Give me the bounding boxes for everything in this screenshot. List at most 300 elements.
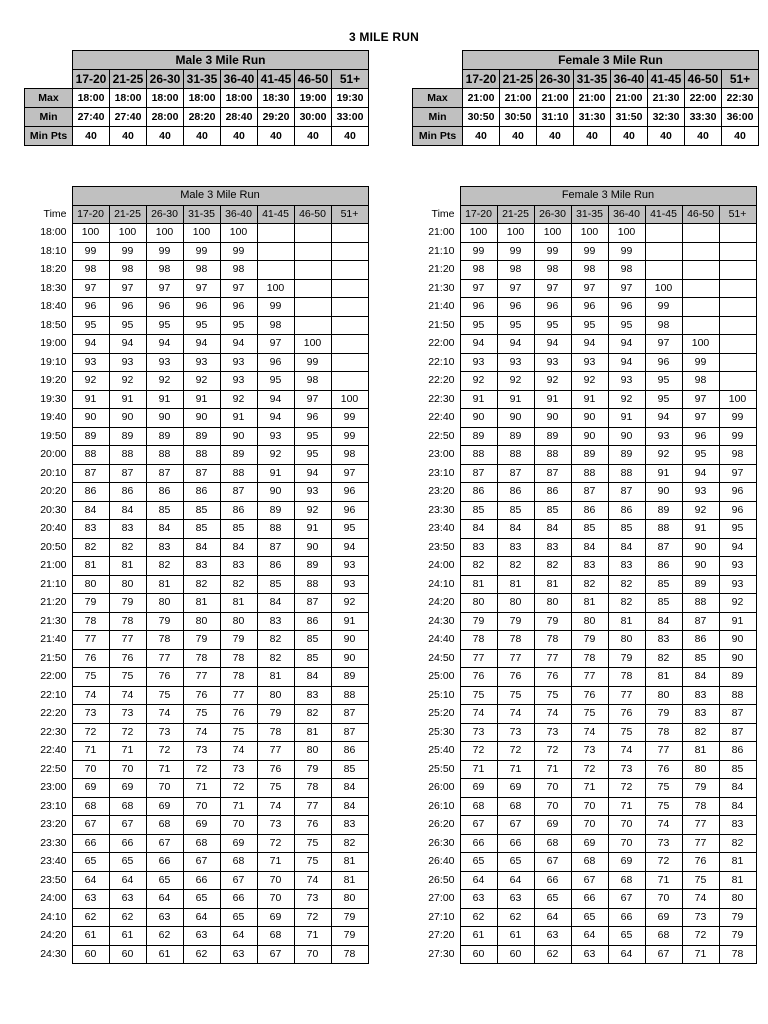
- table-row: [412, 686, 756, 705]
- score-cell: 65: [146, 871, 183, 890]
- summary-value: 40: [110, 127, 147, 146]
- score-cell: 79: [331, 908, 368, 927]
- score-cell: 93: [645, 427, 682, 446]
- score-cell: 75: [109, 668, 146, 687]
- table-row: [412, 705, 756, 724]
- score-cell: 75: [294, 834, 331, 853]
- time-cell: 26:50: [412, 871, 460, 890]
- score-cell: 73: [534, 723, 571, 742]
- score-cell: 95: [571, 316, 608, 335]
- score-cell: 97: [294, 390, 331, 409]
- score-cell: 81: [608, 612, 645, 631]
- score-cell: 83: [719, 816, 756, 835]
- time-cell: 22:30: [24, 723, 72, 742]
- score-cell: 60: [460, 945, 497, 964]
- score-cell: 94: [608, 353, 645, 372]
- age-group-header: 17-20: [460, 205, 497, 224]
- score-cell: 87: [331, 705, 368, 724]
- score-cell: 67: [645, 945, 682, 964]
- summary-value: 18:00: [110, 89, 147, 108]
- score-cell: 91: [109, 390, 146, 409]
- score-cell: 75: [146, 686, 183, 705]
- table-row: [24, 464, 368, 483]
- score-cell: 87: [534, 464, 571, 483]
- age-group-header: 31-35: [574, 70, 611, 89]
- score-cell: 93: [460, 353, 497, 372]
- score-cell: 82: [497, 557, 534, 576]
- score-cell: 70: [109, 760, 146, 779]
- score-cell: 89: [257, 501, 294, 520]
- age-group-header: 41-45: [648, 70, 685, 89]
- table-row: [24, 483, 368, 502]
- score-cell: 87: [109, 464, 146, 483]
- age-group-header: 51+: [722, 70, 759, 89]
- score-cell: 68: [608, 871, 645, 890]
- score-cell: 89: [497, 427, 534, 446]
- time-cell: 21:30: [24, 612, 72, 631]
- score-cell: 78: [682, 797, 719, 816]
- score-cell: [294, 242, 331, 261]
- score-cell: 68: [534, 834, 571, 853]
- score-cell: [682, 261, 719, 280]
- table-row: [24, 298, 368, 317]
- score-cell: 74: [460, 705, 497, 724]
- age-group-header: 46-50: [685, 70, 722, 89]
- score-cell: 93: [72, 353, 109, 372]
- score-cell: 92: [294, 501, 331, 520]
- table-row: [412, 427, 756, 446]
- score-table-title: Male 3 Mile Run: [72, 187, 368, 206]
- score-cell: 92: [534, 372, 571, 391]
- score-cell: 79: [294, 760, 331, 779]
- score-cell: 91: [534, 390, 571, 409]
- score-cell: 88: [146, 446, 183, 465]
- score-cell: 69: [645, 908, 682, 927]
- score-cell: 79: [497, 612, 534, 631]
- age-group-header: 26-30: [147, 70, 184, 89]
- table-row: [24, 686, 368, 705]
- score-cell: 79: [72, 594, 109, 613]
- score-cell: 69: [220, 834, 257, 853]
- score-cell: 69: [571, 834, 608, 853]
- score-cell: 82: [146, 557, 183, 576]
- score-cell: 78: [719, 945, 756, 964]
- score-cell: 78: [571, 649, 608, 668]
- score-cell: [719, 242, 756, 261]
- score-cell: 78: [331, 945, 368, 964]
- score-cell: 93: [257, 427, 294, 446]
- score-cell: 91: [257, 464, 294, 483]
- score-cell: 87: [571, 483, 608, 502]
- age-group-header: 17-20: [73, 70, 110, 89]
- score-cell: 74: [146, 705, 183, 724]
- score-cell: 100: [294, 335, 331, 354]
- table-row: [24, 649, 368, 668]
- score-cell: 94: [183, 335, 220, 354]
- score-cell: 94: [571, 335, 608, 354]
- score-cell: 81: [719, 853, 756, 872]
- score-cell: 86: [109, 483, 146, 502]
- score-cell: 68: [109, 797, 146, 816]
- table-row: [24, 705, 368, 724]
- table-row: [24, 723, 368, 742]
- score-cell: 97: [331, 464, 368, 483]
- table-row: [412, 723, 756, 742]
- score-cell: 93: [331, 557, 368, 576]
- score-cell: 85: [183, 520, 220, 539]
- summary-value: 31:30: [574, 108, 611, 127]
- score-cell: 86: [460, 483, 497, 502]
- score-cell: 95: [220, 316, 257, 335]
- score-cell: 76: [183, 686, 220, 705]
- score-cell: 96: [331, 483, 368, 502]
- score-cell: 71: [497, 760, 534, 779]
- summary-row-label: Min Pts: [413, 127, 463, 146]
- score-cell: 95: [109, 316, 146, 335]
- score-cell: 95: [183, 316, 220, 335]
- score-cell: 92: [257, 446, 294, 465]
- summary-value: 40: [574, 127, 611, 146]
- summary-row-label: Max: [25, 89, 73, 108]
- time-cell: 23:10: [24, 797, 72, 816]
- score-cell: 68: [183, 834, 220, 853]
- score-cell: 93: [534, 353, 571, 372]
- score-cell: 73: [497, 723, 534, 742]
- time-cell: 22:50: [24, 760, 72, 779]
- summary-row-label: Min Pts: [25, 127, 73, 146]
- score-cell: [294, 261, 331, 280]
- summary-value: 36:00: [722, 108, 759, 127]
- score-cell: 83: [645, 631, 682, 650]
- score-cell: 96: [146, 298, 183, 317]
- age-group-header: 31-35: [571, 205, 608, 224]
- score-cell: 75: [183, 705, 220, 724]
- score-cell: 88: [571, 464, 608, 483]
- score-cell: 99: [257, 298, 294, 317]
- score-cell: 79: [183, 631, 220, 650]
- score-cell: 69: [183, 816, 220, 835]
- score-cell: 95: [719, 520, 756, 539]
- score-cell: 78: [146, 631, 183, 650]
- score-cell: 73: [72, 705, 109, 724]
- score-cell: 89: [220, 446, 257, 465]
- score-cell: 80: [460, 594, 497, 613]
- score-cell: 83: [220, 557, 257, 576]
- time-cell: 21:30: [412, 279, 460, 298]
- score-cell: 73: [682, 908, 719, 927]
- score-cell: 98: [608, 261, 645, 280]
- score-cell: 80: [497, 594, 534, 613]
- score-cell: 99: [220, 242, 257, 261]
- score-cell: 97: [257, 335, 294, 354]
- table-row: [24, 668, 368, 687]
- score-cell: 92: [608, 390, 645, 409]
- score-cell: 85: [294, 649, 331, 668]
- score-cell: 80: [109, 575, 146, 594]
- score-cell: 88: [682, 594, 719, 613]
- table-row: [24, 945, 368, 964]
- score-cell: 91: [220, 409, 257, 428]
- score-cell: 71: [257, 853, 294, 872]
- table-row: [412, 668, 756, 687]
- time-cell: 25:50: [412, 760, 460, 779]
- score-cell: 100: [719, 390, 756, 409]
- score-cell: 76: [220, 705, 257, 724]
- score-cell: 64: [534, 908, 571, 927]
- time-cell: 19:50: [24, 427, 72, 446]
- time-cell: 21:10: [412, 242, 460, 261]
- time-cell: 19:10: [24, 353, 72, 372]
- table-row: [412, 520, 756, 539]
- summary-value: 18:30: [258, 89, 295, 108]
- score-cell: 67: [109, 816, 146, 835]
- score-cell: 75: [72, 668, 109, 687]
- time-cell: 19:30: [24, 390, 72, 409]
- summary-row-label: Max: [413, 89, 463, 108]
- score-cell: 72: [571, 760, 608, 779]
- time-cell: 19:40: [24, 409, 72, 428]
- time-cell: 24:40: [412, 631, 460, 650]
- age-group-header: 31-35: [184, 70, 221, 89]
- score-cell: 99: [331, 409, 368, 428]
- score-cell: 83: [571, 557, 608, 576]
- score-cell: 72: [294, 908, 331, 927]
- time-cell: 21:10: [24, 575, 72, 594]
- score-cell: 100: [460, 224, 497, 243]
- summary-title: Male 3 Mile Run: [73, 51, 369, 70]
- score-cell: 76: [571, 686, 608, 705]
- score-cell: 91: [682, 520, 719, 539]
- score-cell: 66: [109, 834, 146, 853]
- score-cell: 77: [72, 631, 109, 650]
- score-cell: 85: [534, 501, 571, 520]
- time-cell: 18:20: [24, 261, 72, 280]
- score-cell: 97: [146, 279, 183, 298]
- table-row: [412, 242, 756, 261]
- summary-value: 40: [537, 127, 574, 146]
- summary-value: 22:00: [685, 89, 722, 108]
- age-group-header: 41-45: [257, 205, 294, 224]
- table-row: [412, 760, 756, 779]
- summary-value: 18:00: [221, 89, 258, 108]
- score-cell: 82: [294, 705, 331, 724]
- score-cell: 93: [331, 575, 368, 594]
- blank-cell: [412, 187, 460, 206]
- score-cell: 100: [682, 335, 719, 354]
- time-cell: 25:20: [412, 705, 460, 724]
- score-cell: 68: [460, 797, 497, 816]
- score-cell: 63: [72, 890, 109, 909]
- score-cell: 96: [719, 483, 756, 502]
- score-cell: 68: [257, 927, 294, 946]
- score-cell: 90: [146, 409, 183, 428]
- score-cell: 95: [146, 316, 183, 335]
- score-cell: 78: [294, 779, 331, 798]
- score-cell: 66: [183, 871, 220, 890]
- time-cell: 19:00: [24, 335, 72, 354]
- score-cell: 84: [220, 538, 257, 557]
- score-cell: 61: [497, 927, 534, 946]
- score-cell: 85: [294, 631, 331, 650]
- score-cell: 86: [497, 483, 534, 502]
- score-cell: 88: [497, 446, 534, 465]
- summary-value: 40: [184, 127, 221, 146]
- score-cell: 77: [257, 742, 294, 761]
- score-cell: 71: [645, 871, 682, 890]
- time-cell: 24:10: [412, 575, 460, 594]
- score-cell: 98: [645, 316, 682, 335]
- summary-value: 28:00: [147, 108, 184, 127]
- score-cell: 71: [72, 742, 109, 761]
- table-row: [24, 594, 368, 613]
- score-cell: 100: [220, 224, 257, 243]
- score-cell: 61: [109, 927, 146, 946]
- score-cell: 97: [571, 279, 608, 298]
- score-cell: 80: [72, 575, 109, 594]
- score-cell: 70: [534, 797, 571, 816]
- score-cell: [719, 261, 756, 280]
- score-cell: 82: [608, 575, 645, 594]
- score-cell: 75: [497, 686, 534, 705]
- score-cell: 77: [294, 797, 331, 816]
- table-row: [24, 520, 368, 539]
- score-cell: 66: [534, 871, 571, 890]
- score-cell: 78: [460, 631, 497, 650]
- summary-value: 40: [648, 127, 685, 146]
- summary-value: 21:00: [537, 89, 574, 108]
- summary-value: 40: [722, 127, 759, 146]
- score-cell: 67: [608, 890, 645, 909]
- score-cell: 65: [72, 853, 109, 872]
- score-cell: 84: [534, 520, 571, 539]
- score-cell: 84: [645, 612, 682, 631]
- score-cell: 78: [497, 631, 534, 650]
- table-row: [24, 557, 368, 576]
- score-cell: 84: [608, 538, 645, 557]
- time-cell: 23:40: [412, 520, 460, 539]
- score-cell: 71: [294, 927, 331, 946]
- table-row: [24, 908, 368, 927]
- score-cell: 72: [220, 779, 257, 798]
- score-cell: 62: [497, 908, 534, 927]
- score-cell: 67: [460, 816, 497, 835]
- score-cell: 64: [146, 890, 183, 909]
- score-cell: 92: [497, 372, 534, 391]
- score-cell: 98: [257, 316, 294, 335]
- score-cell: 72: [183, 760, 220, 779]
- time-cell: 22:40: [412, 409, 460, 428]
- score-cell: 60: [497, 945, 534, 964]
- score-cell: 93: [220, 372, 257, 391]
- score-cell: 81: [257, 668, 294, 687]
- score-cell: 80: [645, 686, 682, 705]
- score-cell: 94: [645, 409, 682, 428]
- age-group-header: 41-45: [645, 205, 682, 224]
- time-cell: 23:20: [24, 816, 72, 835]
- score-cell: 84: [682, 668, 719, 687]
- score-cell: 97: [72, 279, 109, 298]
- table-row: [24, 242, 368, 261]
- score-cell: 65: [534, 890, 571, 909]
- time-cell: 22:20: [24, 705, 72, 724]
- summary-value: 33:00: [332, 108, 369, 127]
- score-cell: 91: [460, 390, 497, 409]
- score-cell: 78: [645, 723, 682, 742]
- age-group-header: 17-20: [463, 70, 500, 89]
- score-cell: 64: [109, 871, 146, 890]
- score-cell: 97: [183, 279, 220, 298]
- score-cell: [719, 316, 756, 335]
- score-table-title: Female 3 Mile Run: [460, 187, 756, 206]
- score-cell: 69: [497, 779, 534, 798]
- score-cell: 98: [220, 261, 257, 280]
- time-cell: 23:40: [24, 853, 72, 872]
- summary-value: 30:50: [500, 108, 537, 127]
- score-cell: 83: [608, 557, 645, 576]
- score-cell: 80: [534, 594, 571, 613]
- score-cell: 65: [571, 908, 608, 927]
- score-cell: 98: [460, 261, 497, 280]
- time-cell: 27:10: [412, 908, 460, 927]
- score-cell: 72: [109, 723, 146, 742]
- age-group-header: 36-40: [221, 70, 258, 89]
- score-cell: 77: [534, 649, 571, 668]
- score-cell: 82: [571, 575, 608, 594]
- time-cell: 18:30: [24, 279, 72, 298]
- score-cell: 94: [294, 464, 331, 483]
- score-cell: 96: [571, 298, 608, 317]
- score-cell: 89: [72, 427, 109, 446]
- score-cell: 79: [571, 631, 608, 650]
- score-cell: 100: [645, 279, 682, 298]
- table-row: [24, 834, 368, 853]
- score-cell: 100: [257, 279, 294, 298]
- table-row: [24, 797, 368, 816]
- score-cell: 84: [331, 779, 368, 798]
- score-cell: 87: [460, 464, 497, 483]
- table-row: [24, 224, 368, 243]
- score-cell: 76: [534, 668, 571, 687]
- score-cell: 74: [294, 871, 331, 890]
- score-cell: 88: [645, 520, 682, 539]
- score-cell: 92: [331, 594, 368, 613]
- score-cell: 96: [109, 298, 146, 317]
- score-cell: 70: [608, 816, 645, 835]
- score-cell: 72: [257, 834, 294, 853]
- score-cell: 76: [257, 760, 294, 779]
- summary-value: 18:00: [147, 89, 184, 108]
- table-row: [24, 760, 368, 779]
- time-cell: 24:30: [412, 612, 460, 631]
- score-cell: 73: [146, 723, 183, 742]
- score-cell: [294, 279, 331, 298]
- score-cell: 60: [109, 945, 146, 964]
- score-cell: 97: [719, 464, 756, 483]
- score-cell: 90: [331, 631, 368, 650]
- score-cell: 69: [460, 779, 497, 798]
- score-cell: 69: [146, 797, 183, 816]
- score-cell: 88: [220, 464, 257, 483]
- score-cell: 96: [645, 353, 682, 372]
- score-cell: 74: [257, 797, 294, 816]
- score-cell: 65: [109, 853, 146, 872]
- score-cell: 89: [460, 427, 497, 446]
- time-cell: 24:20: [412, 594, 460, 613]
- male-summary-table: [24, 50, 369, 146]
- score-cell: 75: [571, 705, 608, 724]
- score-cell: 62: [183, 945, 220, 964]
- summary-value: 18:00: [184, 89, 221, 108]
